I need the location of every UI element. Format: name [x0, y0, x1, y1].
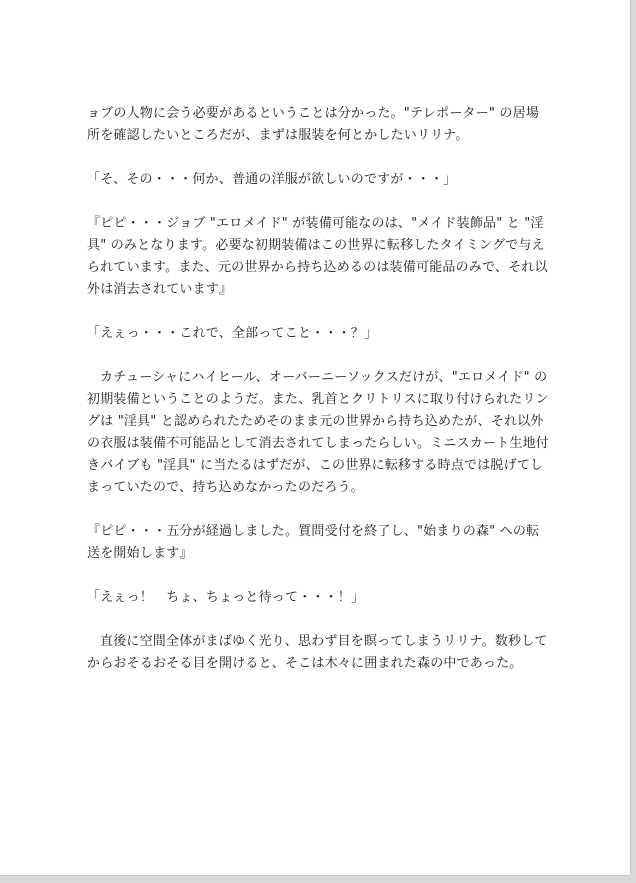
- dialogue-line: 「えぇっ！ ちょ、ちょっと待って・・・！」: [87, 590, 365, 605]
- body-text: [87, 103, 549, 697]
- dialogue-line: 「そ、その・・・何か、普通の洋服が欲しいのですが・・・」: [87, 172, 457, 187]
- paragraph: カチューシャにハイヒール、オーバーニーソックスだけが、"エロメイド" の初期装備ということのようだ。また、乳首とクリトリスに取り付けられたリングは "淫具" と認められたためそのまま元の世界から持ち込めたが、それ以外の衣服は装備不可能品として消去されてしまったらしい。ミニスカート生地付きバイブも "淫具" に当たるはずだが、この世界に転移する時点では脱げてしまっていたので、持ち込めなかったのだろう。: [87, 370, 550, 495]
- system-message: 『ピピ・・・五分が経過しました。質問受付を終了し、"始まりの森" への転送を開始します』: [87, 524, 540, 561]
- paragraph: 直後に空間全体がまばゆく光り、思わず目を瞑ってしまうリリナ。数秒してからおそるおそる目を開けると、そこは木々に囲まれた森の中であった。: [87, 634, 548, 671]
- paragraph: ョブの人物に会う必要があるということは分かった。"テレポーター" の居場所を確認したいところだが、まずは服装を何とかしたいリリナ。: [87, 106, 540, 143]
- dialogue-line: 「えぇっ・・・これで、全部ってこと・・・？」: [87, 326, 378, 341]
- system-message: 『ピピ・・・ジョブ "エロメイド" が装備可能なのは、"メイド装飾品" と "淫具" のみとなります。必要な初期装備はこの世界に転移したタイミングで与えられています。また、元の世界から持ち込めるのは装備可能品のみで、それ以外は消去されています』: [87, 216, 548, 297]
